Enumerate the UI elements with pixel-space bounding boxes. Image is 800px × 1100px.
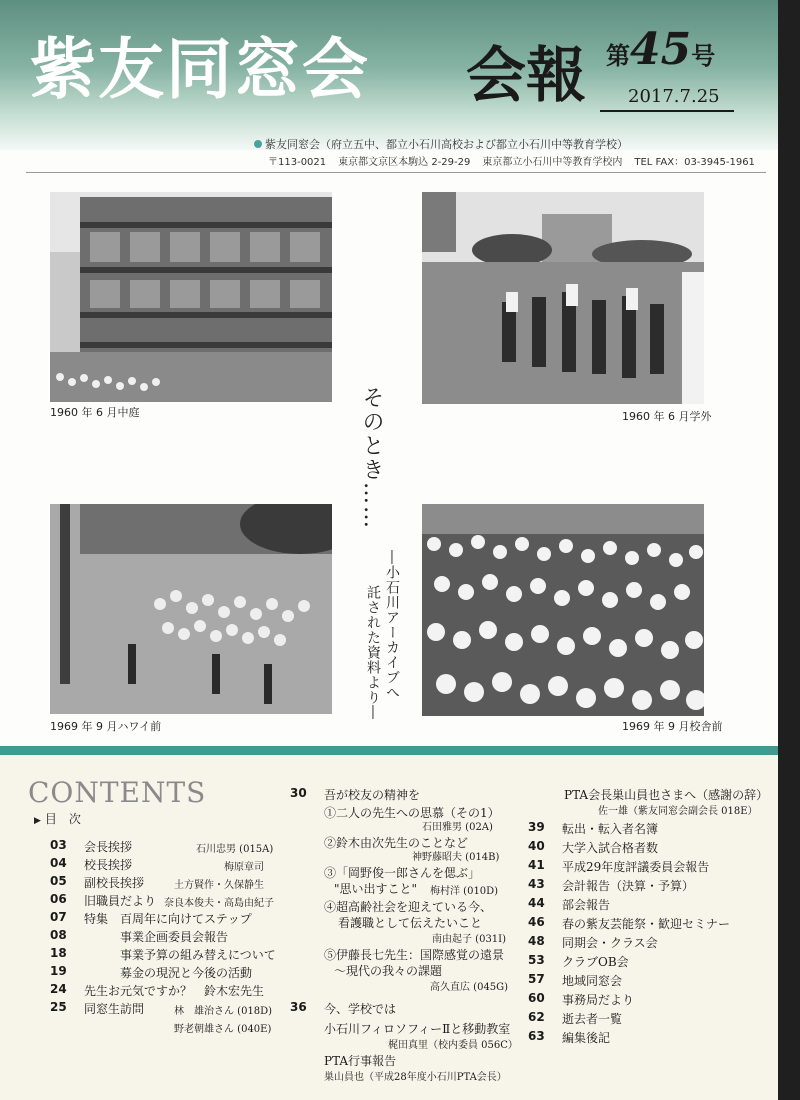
photo-1960-outside: [422, 192, 704, 404]
toc-title: 同窓生訪問: [84, 1002, 145, 1016]
toc-title: 会長挨拶: [84, 840, 133, 854]
page-spine-shadow: [778, 0, 800, 1100]
toc-author: 石川忠男 (015A): [196, 844, 274, 855]
toc-page: 62: [528, 1010, 545, 1024]
toc-author: 佐一雄（紫友同窓会副会長 018E）: [598, 806, 758, 817]
toc-page: 05: [50, 874, 67, 888]
toc-title: 旧職員だより: [84, 894, 157, 908]
toc-title: 吾が校友の精神を: [324, 788, 421, 802]
toc-title: 募金の現況と今後の活動: [120, 966, 253, 980]
toc-author: 南由起子 (031I): [432, 934, 507, 945]
postal-code: 〒113-0021: [268, 157, 327, 168]
toc-author: 野老朝雄さん (040E): [174, 1024, 272, 1035]
toc-title: ④超高齢社会を迎えている今、: [324, 900, 493, 914]
toc-title: 転出・転入者名簿: [562, 822, 659, 836]
toc-author: 土方賢作・久保静生: [174, 880, 264, 891]
toc-page: 57: [528, 972, 545, 986]
toc-author: 神野藤昭夫 (014B): [412, 852, 500, 863]
toc-page: 04: [50, 856, 67, 870]
newsletter-subtitle: 会報: [466, 41, 586, 111]
toc-title: PTA会長巣山員也さまへ（感謝の辞）: [564, 788, 769, 802]
toc-page: 03: [50, 838, 67, 852]
toc-title: 事業予算の組み替えについて: [120, 948, 276, 962]
street-address: 東京都文京区本駒込 2-29-29: [338, 157, 471, 168]
toc-page: 07: [50, 910, 67, 924]
toc-page: 40: [528, 839, 545, 853]
organization-line: [254, 136, 628, 152]
masthead: [0, 0, 778, 150]
feature-subtitle-2: 託された資料より―: [365, 585, 381, 720]
contents-divider: [0, 746, 778, 755]
toc-title: 会計報告（決算・予算）: [562, 879, 695, 893]
photo-1960-courtyard: [50, 192, 332, 402]
toc-title: "思い出すこと": [334, 882, 418, 896]
toc-title: 地域同窓会: [562, 974, 623, 988]
toc-title: 先生お元気ですか？ 鈴木宏先生: [84, 984, 265, 998]
mokuji-text: 目 次: [44, 812, 81, 826]
toc-title: ①二人の先生への思慕（その1）: [324, 806, 500, 820]
address-line: [268, 153, 767, 168]
toc-page: 63: [528, 1029, 545, 1043]
toc-title: 平成29年度評議委員会報告: [562, 860, 710, 874]
toc-title: ③「岡野俊一郎さんを偲ぶ」: [324, 866, 481, 880]
toc-title: 看護職として伝えたいこと: [338, 916, 483, 930]
mokuji-label: [34, 810, 81, 827]
toc-author: 高久直広 (045G): [430, 982, 509, 993]
photo-caption-1: 1960 年 6 月中庭: [50, 406, 140, 419]
toc-page: 43: [528, 877, 545, 891]
toc-title: 編集後記: [562, 1031, 611, 1045]
toc-title: ②鈴木由次先生のことなど: [324, 836, 469, 850]
date-underline: [600, 110, 734, 112]
toc-title: ⑤伊藤長七先生：国際感覚の遠景: [324, 948, 505, 962]
toc-author: 梅原章司: [224, 862, 264, 873]
issue-date: 2017.7.25: [628, 86, 720, 107]
toc-page: 41: [528, 858, 545, 872]
photo-caption-3: 1969 年 9 月ハワイ前: [50, 720, 162, 733]
school-location: 東京都立小石川中等教育学校内: [482, 157, 623, 168]
toc-author: 梅村洋 (010D): [430, 886, 499, 897]
toc-title: 校長挨拶: [84, 858, 133, 872]
toc-title: クラブOB会: [562, 955, 629, 969]
toc-page: 30: [290, 786, 307, 800]
toc-author: 石田雅男 (02A): [422, 822, 493, 833]
photo-caption-2: 1960 年 6 月学外: [622, 410, 712, 423]
photo-1969-hawaii-front: [50, 504, 332, 714]
feature-headline: そのとき……: [359, 386, 384, 530]
toc-page: 19: [50, 964, 67, 978]
issue-prefix: 第: [606, 42, 630, 70]
photo-caption-4: 1969 年 9 月校舎前: [622, 720, 723, 733]
toc-page: 24: [50, 982, 67, 996]
issue-suffix: 号: [691, 42, 716, 70]
toc-title: 特集 百周年に向けてステップ: [84, 912, 252, 926]
issue-number: [606, 24, 715, 75]
toc-page: 44: [528, 896, 545, 910]
toc-title: 春の紫友芸能祭・歓迎セミナー: [562, 917, 731, 931]
tel-fax: TEL FAX：03-3945-1961: [634, 157, 755, 168]
toc-page: 39: [528, 820, 545, 834]
contents-title: CONTENTS: [28, 776, 207, 809]
issue-num: 45: [630, 24, 692, 75]
header-divider: [26, 172, 766, 173]
toc-title: PTA行事報告: [324, 1054, 397, 1068]
toc-page: 36: [290, 1000, 307, 1014]
toc-title: 事務局だより: [562, 993, 635, 1007]
organization-name: 紫友同窓会（府立五中、都立小石川高校および都立小石川中等教育学校）: [265, 138, 628, 151]
toc-title: 同期会・クラス会: [562, 936, 658, 950]
toc-title: ～現代の我々の課題: [334, 964, 443, 978]
toc-page: 08: [50, 928, 67, 942]
toc-page: 18: [50, 946, 67, 960]
toc-page: 25: [50, 1000, 67, 1014]
toc-title: 部会報告: [562, 898, 611, 912]
toc-title: 今、学校では: [324, 1002, 397, 1016]
newsletter-title: 紫友同窓会: [30, 31, 370, 108]
triangle-right-icon: ▶: [34, 816, 41, 826]
toc-title: 逝去者一覧: [562, 1012, 623, 1026]
toc-page: 46: [528, 915, 545, 929]
feature-subtitle-1: ―小石川アーカイブへ: [384, 550, 400, 700]
photo-1969-school-front: [422, 504, 704, 716]
toc-title: 大学入試合格者数: [562, 841, 659, 855]
toc-page: 06: [50, 892, 67, 906]
toc-author: 梶田真里（校内委員 056C）: [388, 1040, 518, 1051]
toc-title: 小石川フィロソフィーⅡと移動教室: [324, 1022, 511, 1036]
toc-page: 53: [528, 953, 545, 967]
toc-page: 48: [528, 934, 545, 948]
toc-author: 林 雄治さん (018D): [174, 1006, 273, 1017]
toc-author: 巣山員也（平成28年度小石川PTA会長）: [324, 1072, 507, 1083]
toc-title: 副校長挨拶: [84, 876, 145, 890]
bullet-dot-icon: [254, 140, 262, 148]
toc-title: 事業企画委員会報告: [120, 930, 229, 944]
toc-author: 奈良本俊夫・高島由紀子: [164, 898, 274, 909]
toc-page: 60: [528, 991, 545, 1005]
